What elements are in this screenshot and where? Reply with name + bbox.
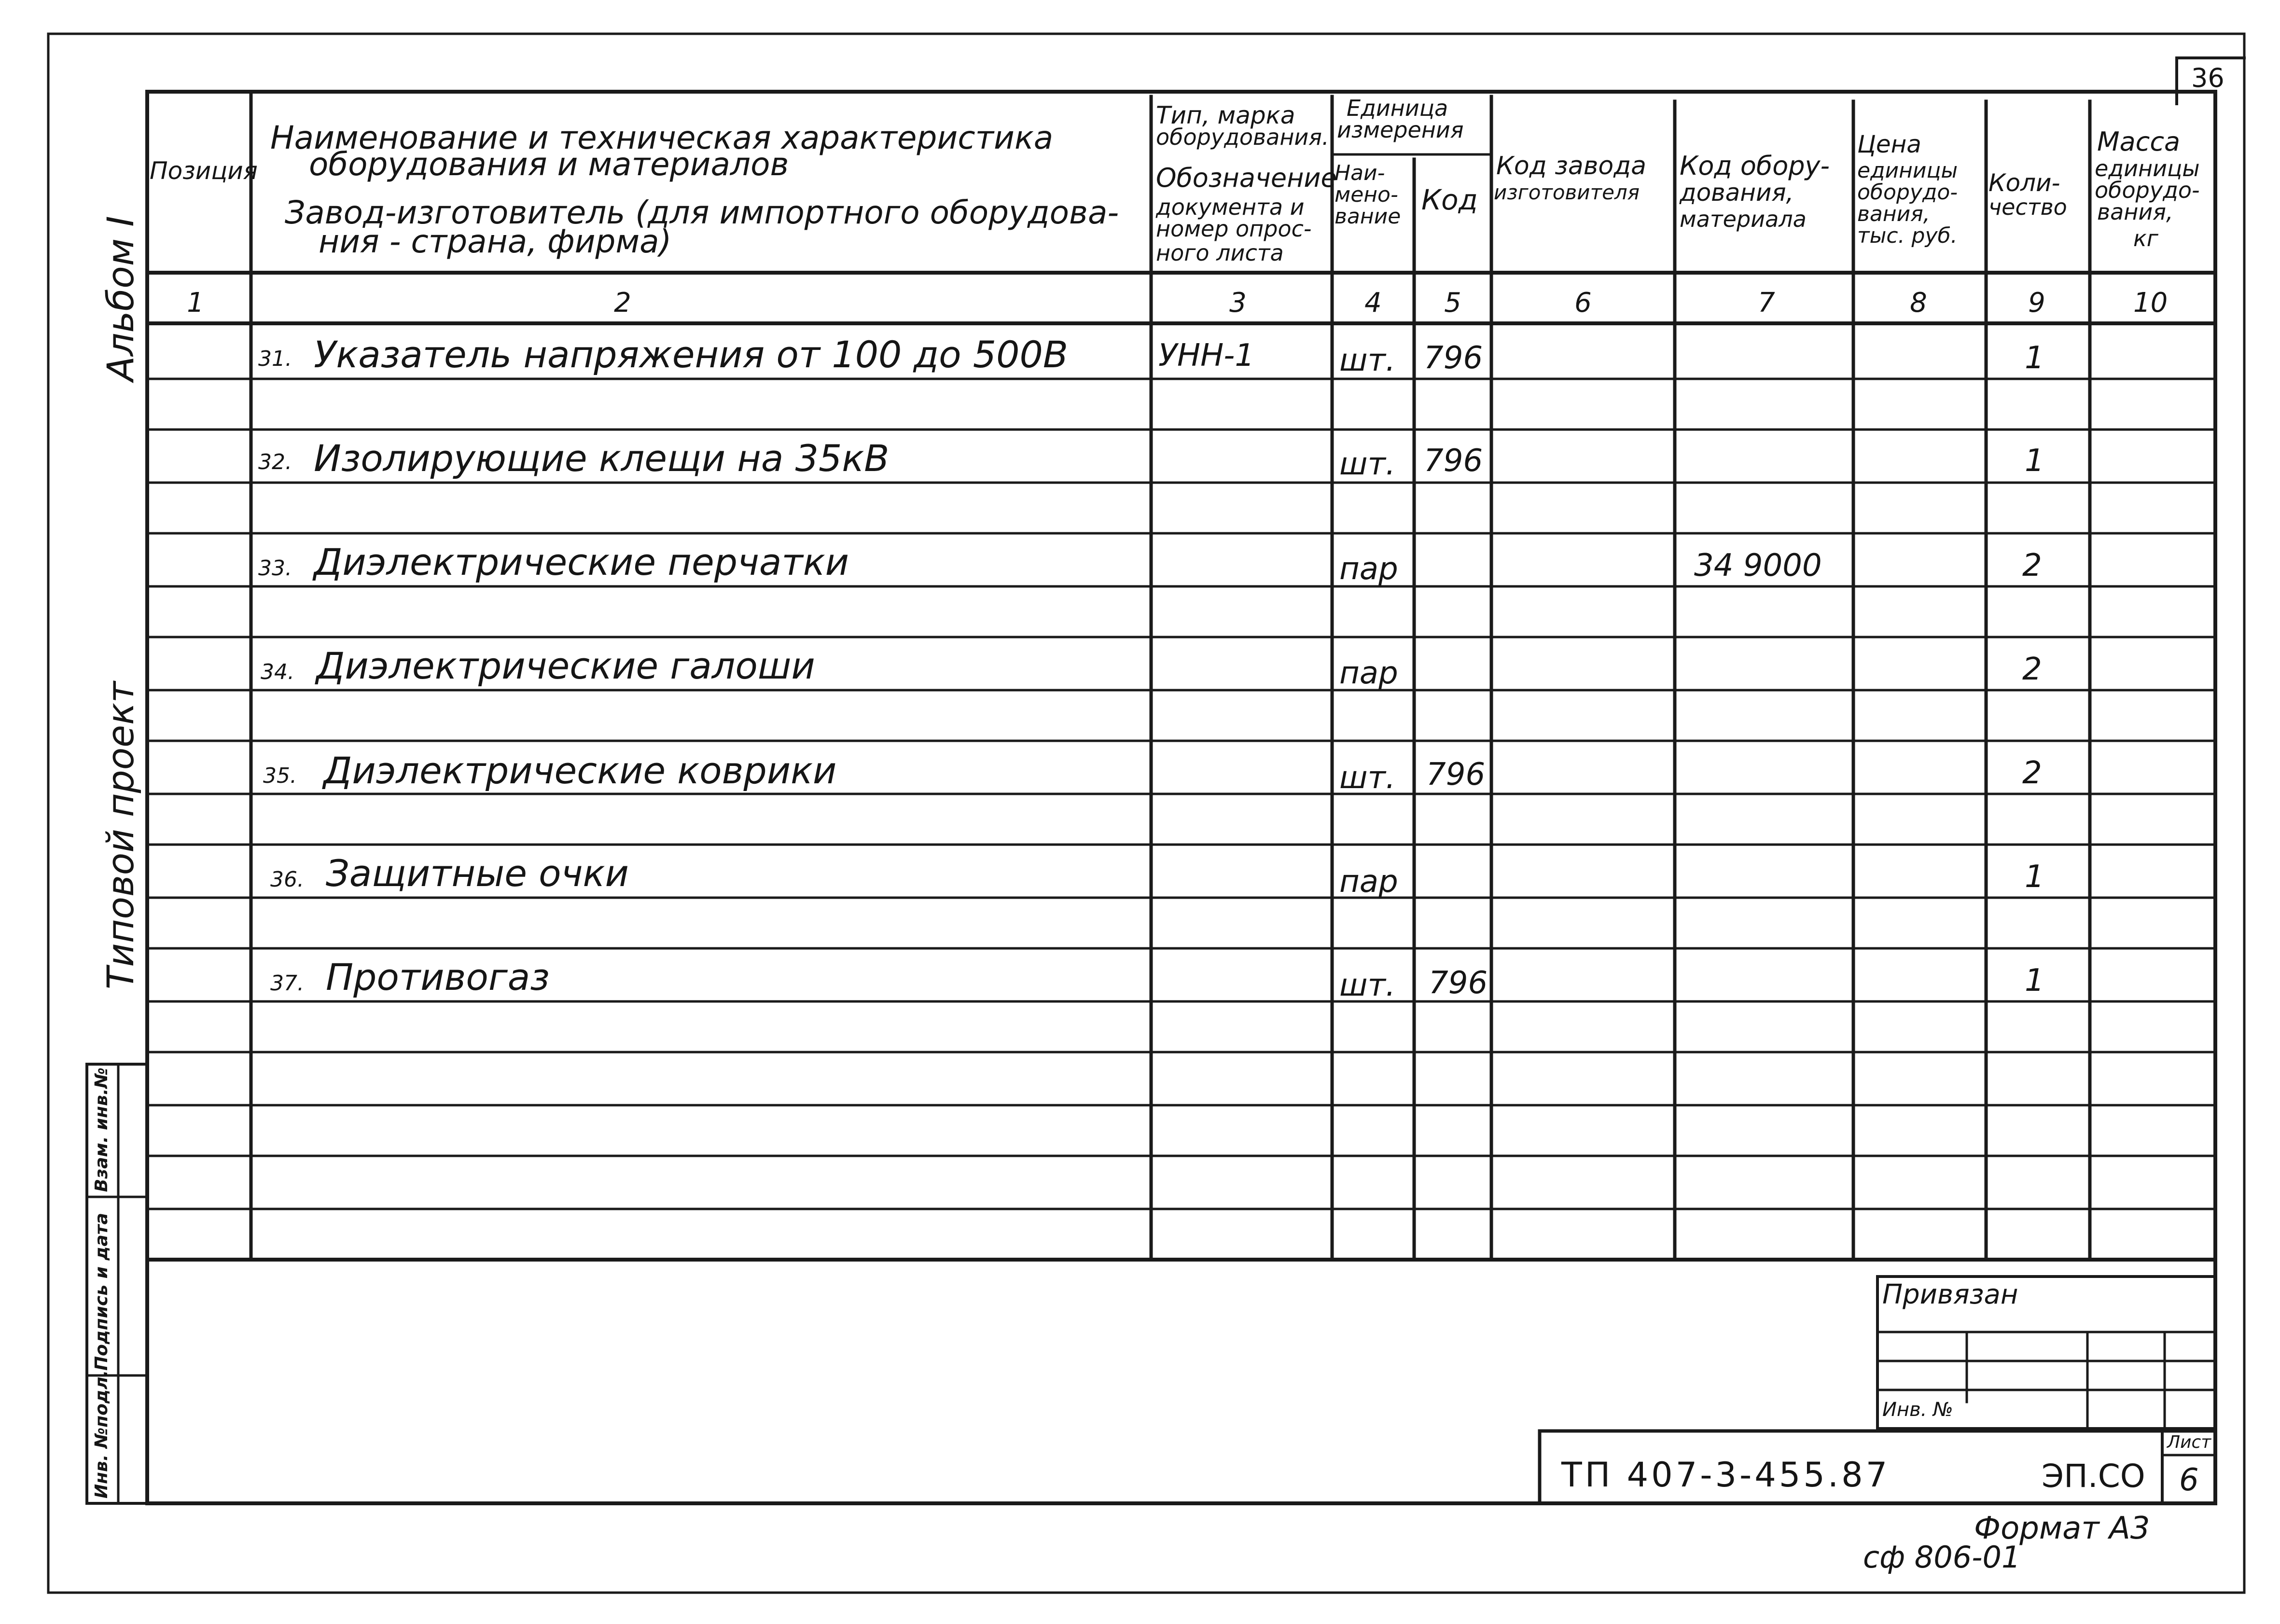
table-row-unit: шт. — [1339, 446, 1396, 482]
col-number-1: 1 — [187, 287, 204, 319]
table-row-unit: шт. — [1339, 968, 1396, 1003]
header-factory-code-line1: Код завода — [1496, 152, 1647, 180]
header-name-line2: оборудования и материалов — [309, 146, 789, 183]
col-number-7: 7 — [1758, 287, 1775, 319]
side-label-album: Альбом I — [99, 216, 142, 381]
col-number-5: 5 — [1444, 287, 1461, 319]
stamp-sheet-label: Лист — [2167, 1432, 2211, 1452]
header-price-line1: Цена — [1857, 130, 1921, 158]
header-name-line3: Завод-изготовитель (для импортного оборудова- — [285, 194, 1119, 231]
header-price-line4: вания, — [1857, 202, 1930, 226]
header-mass-line2: единицы — [2095, 155, 2200, 181]
header-type-line6: ного листа — [1156, 240, 1284, 266]
stamp-designation: ТП 407-3-455.87 — [1561, 1455, 1891, 1495]
col-number-3: 3 — [1229, 287, 1247, 319]
header-price-line2: единицы — [1857, 158, 1958, 183]
table-row-pos: 32. — [258, 450, 292, 474]
header-type-line3: Обозначение — [1156, 163, 1337, 193]
header-type-line2: оборудования. — [1156, 124, 1329, 150]
header-unit-name-line3: вание — [1335, 204, 1401, 229]
side-label-inv-podl: Инв. №подл. — [92, 1370, 111, 1499]
header-unit-name-line2: мено- — [1335, 182, 1398, 207]
header-equip-code-line3: материала — [1680, 206, 1807, 232]
header-qty-line1: Коли- — [1988, 169, 2060, 197]
footer-reference: сф 806-01 — [1863, 1540, 2021, 1575]
table-row-pos: 31. — [258, 347, 292, 371]
table-row-unit: шт. — [1339, 343, 1396, 378]
table-row-name: Диэлектрические коврики — [323, 749, 837, 792]
col-number-10: 10 — [2133, 287, 2168, 319]
side-label-typical-project: Типовой проект — [99, 681, 142, 989]
header-mass-line1: Масса — [2097, 126, 2181, 157]
footer-format: Формат А3 — [1974, 1511, 2150, 1546]
table-row-code: 796 — [1429, 965, 1488, 1001]
header-mass-line3: оборудо- — [2095, 177, 2200, 203]
table-row-code: 796 — [1424, 443, 1483, 479]
table-row-unit: пар — [1339, 655, 1398, 691]
table-row-code: 796 — [1426, 757, 1486, 792]
stamp-inv-no: Инв. № — [1882, 1399, 1953, 1421]
header-factory-code-line2: изготовителя — [1494, 180, 1640, 204]
header-unit-code: Код — [1421, 183, 1478, 216]
col-number-2: 2 — [614, 287, 631, 319]
header-position: Позиция — [150, 157, 258, 185]
col-number-6: 6 — [1574, 287, 1592, 319]
table-row-pos: 33. — [258, 556, 292, 581]
header-qty-line2: чество — [1988, 194, 2067, 220]
table-row-unit: пар — [1339, 864, 1398, 900]
header-name-line1: Наименование и техническая характеристика — [270, 119, 1054, 156]
side-label-vzam-inv: Взам. инв.№ — [92, 1067, 111, 1192]
table-row-qty: 2 — [2022, 652, 2042, 687]
table-row-name: Указатель напряжения от 100 до 500В — [314, 333, 1068, 376]
table-row-unit: шт. — [1339, 760, 1396, 796]
header-unit-name-line1: Наи- — [1335, 161, 1385, 185]
header-type-line5: номер опрос- — [1156, 216, 1312, 242]
table-row-pos: 35. — [263, 763, 297, 788]
header-unit-line2: измерения — [1337, 117, 1464, 143]
header-equip-code-line2: дования, — [1680, 179, 1794, 207]
header-price-line3: оборудо- — [1857, 180, 1958, 205]
table-row-qty: 1 — [2025, 859, 2044, 895]
header-mass-line5: кг — [2133, 225, 2158, 251]
table-row-qty: 1 — [2025, 963, 2044, 999]
table-row-name: Изолирующие клещи на 35кВ — [314, 437, 890, 480]
table-row-name: Диэлектрические перчатки — [314, 541, 849, 583]
header-type-line4: документа и — [1156, 194, 1305, 220]
table-row-qty: 2 — [2022, 548, 2042, 583]
table-row-name: Защитные очки — [326, 852, 629, 895]
table-row-name: Противогаз — [326, 956, 550, 999]
table-row-pos: 36. — [270, 867, 304, 892]
stamp-sheet-value: 6 — [2179, 1462, 2199, 1498]
table-row-unit: пар — [1339, 551, 1398, 587]
col-number-9: 9 — [2028, 287, 2045, 319]
table-row-qty: 1 — [2025, 443, 2044, 479]
side-label-signature-date: Подпись и дата — [92, 1213, 111, 1371]
col-number-4: 4 — [1364, 287, 1382, 319]
table-row-pos: 37. — [270, 971, 304, 996]
header-equip-code-line1: Код обору- — [1680, 151, 1830, 181]
table-row-qty: 1 — [2025, 340, 2044, 376]
table-row-equip-code: 34 9000 — [1694, 548, 1822, 583]
table-row-qty: 2 — [2022, 755, 2042, 791]
header-unit-line1: Единица — [1347, 95, 1448, 121]
header-price-line5: тыс. руб. — [1857, 223, 1958, 248]
sheet-number: 36 — [2191, 63, 2224, 93]
header-mass-line4: вания, — [2097, 199, 2173, 225]
table-row-type: УНН-1 — [1158, 338, 1255, 374]
header-type-line1: Тип, марка — [1156, 101, 1295, 129]
header-name-line4: ния - страна, фирма) — [319, 223, 672, 260]
stamp-code: ЭП.СО — [2042, 1457, 2145, 1495]
outer-frame — [48, 34, 2244, 1593]
stamp-privyazan: Привязан — [1882, 1279, 2018, 1310]
table-row-code: 796 — [1424, 340, 1483, 376]
table-row-name: Диэлектрические галоши — [316, 644, 815, 687]
table-row-pos: 34. — [261, 660, 294, 684]
col-number-8: 8 — [1910, 287, 1927, 319]
